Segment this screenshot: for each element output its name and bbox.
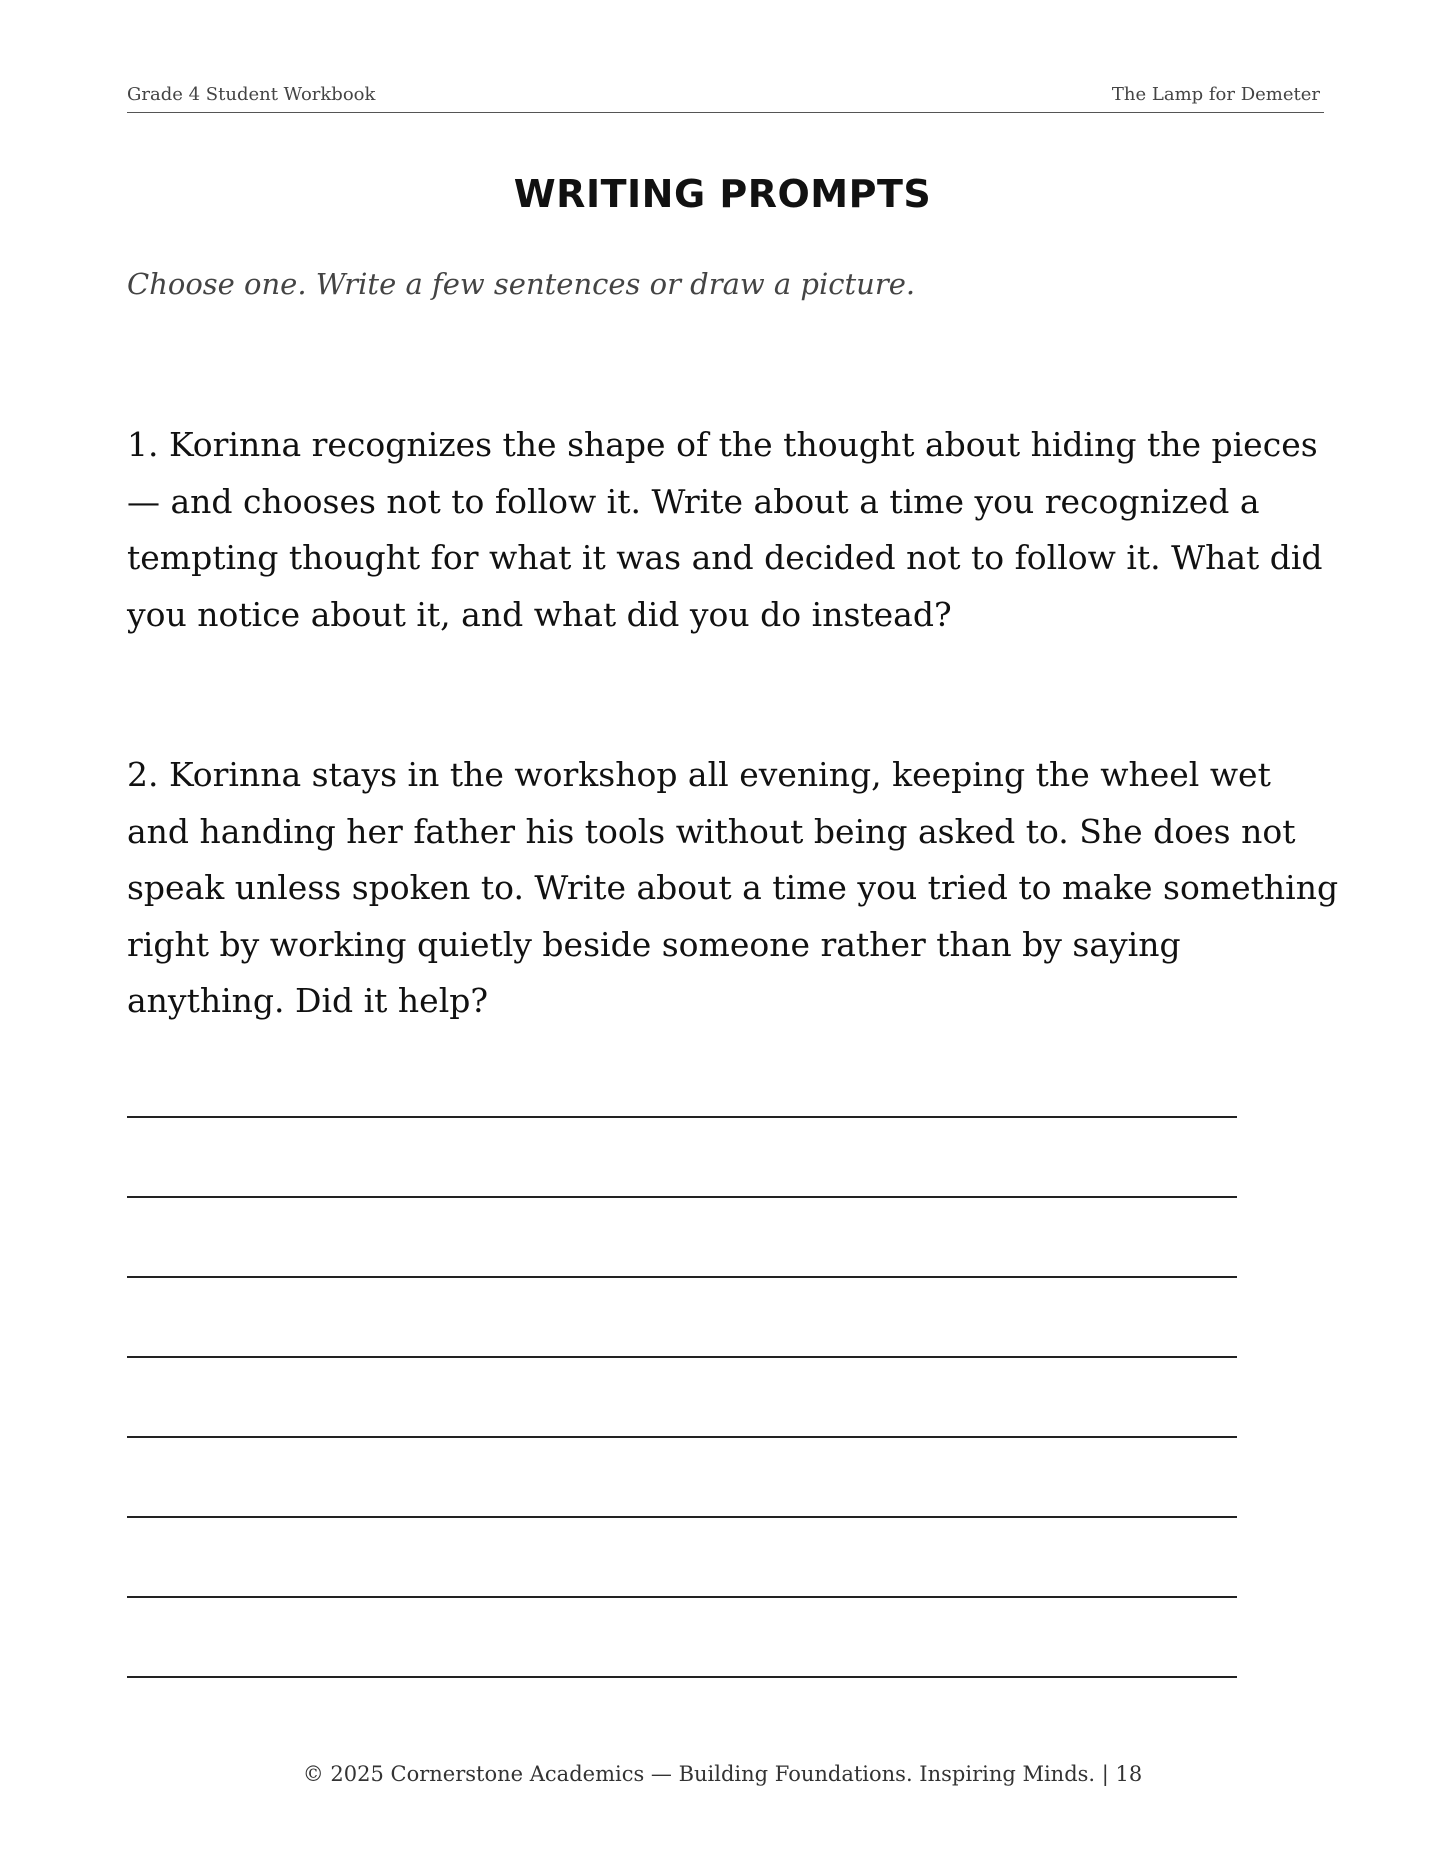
writing-line <box>127 1356 1237 1358</box>
writing-line <box>127 1436 1237 1438</box>
writing-line <box>127 1116 1237 1118</box>
workbook-label: Grade 4 Student Workbook <box>127 84 376 105</box>
writing-line <box>127 1516 1237 1518</box>
story-title-label: The Lamp for Demeter <box>1111 84 1320 105</box>
page-footer: © 2025 Cornerstone Academics — Building Foundations. Inspiring Minds. | 18 <box>302 1762 1143 1786</box>
writing-prompt-2: 2. Korinna stays in the workshop all evening, keeping the wheel wet and handing her father his tools without being asked to. She does not speak unless spoken to. Write about a time you tried to make something right by working quietly beside someone rather than by saying anything. Did it help? <box>127 755 1339 1020</box>
writing-line <box>127 1196 1237 1198</box>
page-title: WRITING PROMPTS <box>513 172 932 216</box>
writing-line <box>127 1676 1237 1678</box>
writing-line <box>127 1596 1237 1598</box>
writing-prompt-1: 1. Korinna recognizes the shape of the thought about hiding the pieces — and chooses not to follow it. Write about a time you recognized a tempting thought for what it was and decided not to follow it. What did you notice about it, and what did you do instead? <box>127 425 1323 634</box>
page-header <box>127 84 1324 113</box>
instructions: Choose one. Write a few sentences or draw a picture. <box>127 267 916 301</box>
writing-line <box>127 1276 1237 1278</box>
writing-lines <box>127 1116 1237 1756</box>
